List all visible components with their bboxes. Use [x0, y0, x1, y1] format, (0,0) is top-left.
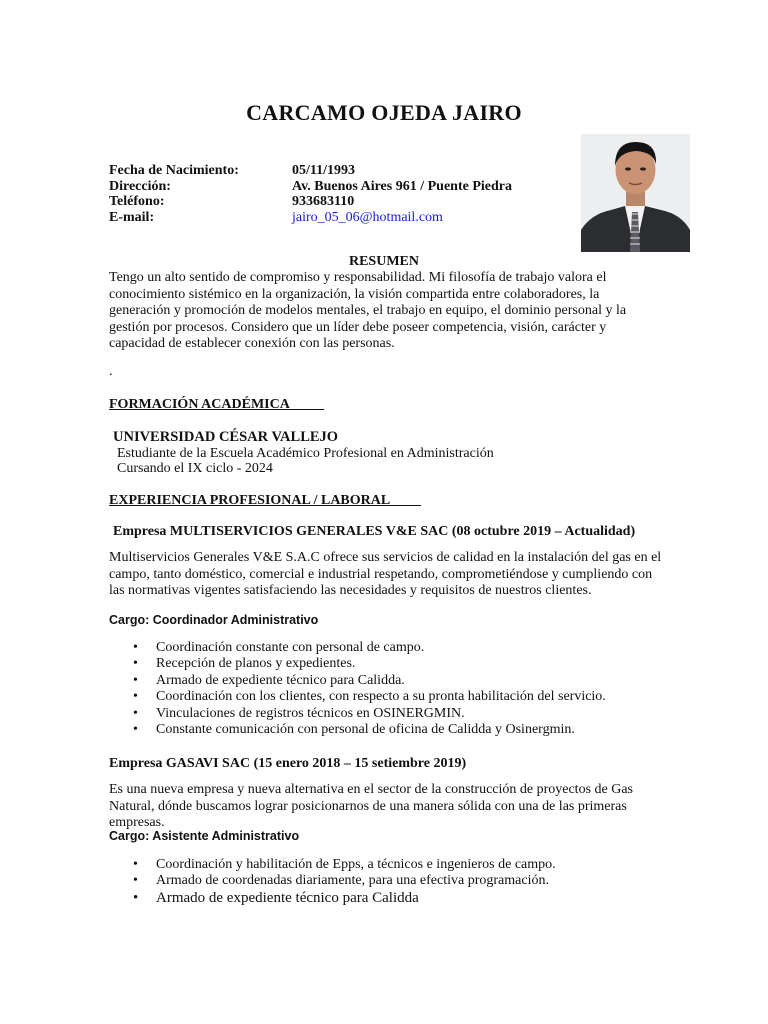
- info-row-email: [109, 210, 512, 226]
- resumen-dot: .: [109, 364, 113, 379]
- resumen-heading: RESUMEN: [348, 254, 419, 269]
- info-row-phone: [109, 194, 512, 210]
- info-label: Fecha de Nacimiento:: [109, 163, 239, 178]
- cv-name-title: CARCAMO OJEDA JAIRO: [246, 100, 522, 125]
- list-item: • Coordinación con los clientes, con respecto a su pronta habilitación del servicio.: [133, 689, 606, 705]
- bullet-icon: •: [133, 857, 138, 872]
- bullet-icon: •: [133, 656, 138, 672]
- info-label: E-mail:: [109, 209, 155, 225]
- job-2-company: Empresa GASAVI SAC (15 enero 2018 – 15 setiembre 2019): [109, 756, 467, 771]
- study-line-1: Estudiante de la Escuela Académico Profesional en Administración: [117, 446, 494, 461]
- profile-photo: [581, 134, 690, 252]
- bullet-icon: •: [133, 640, 138, 655]
- list-item: • Recepción de planos y expedientes.: [133, 656, 356, 672]
- list-item: • Armado de expediente técnico para Calidda.: [133, 672, 405, 688]
- info-value: 933683110: [292, 194, 355, 209]
- job-2-description: Es una nueva empresa y nueva alternativa en el sector de la construcción de proyectos de Gas Natural, dónde buscamos lograr posicionarnos de una manera sólida con una de las primeras empresas.: [109, 782, 634, 830]
- personal-info: [109, 163, 512, 225]
- job-1-description: Multiservicios Generales V&E S.A.C ofrece sus servicios de calidad en la instalación del gas en el campo, tanto doméstico, comercial e industrial respetando, comprometiéndose y cumpliendo con las normativas vigentes satisfaciendo las necesidades y requisitos de nuestros clientes.: [109, 550, 662, 598]
- bullet-icon: •: [133, 722, 138, 738]
- bullet-icon: •: [133, 889, 139, 906]
- info-value: 05/11/1993: [292, 163, 356, 178]
- experiencia-heading: EXPERIENCIA PROFESIONAL / LABORAL: [109, 493, 421, 508]
- list-item: • Coordinación constante con personal de campo.: [133, 640, 425, 655]
- job-1-cargo: Cargo: Coordinador Administrativo: [109, 613, 319, 627]
- info-row-birthdate: [109, 163, 512, 179]
- resumen-text: Tengo un alto sentido de compromiso y responsabilidad. Mi filosofía de trabajo valora el conocimiento sistémico en la organización, la visión compartida entre colaboradores, la generación y promoción de modelos mentales, el trabajo en equipo, el dominio personal y la gestión por procesos. Considero que un líder debe poseer competencia, visión, carácter y capacidad de establecer conexión con las personas.: [109, 270, 627, 351]
- list-item: • Vinculaciones de registros técnicos en OSINERGMIN.: [133, 705, 465, 721]
- bullet-icon: •: [133, 672, 138, 688]
- list-item: • Constante comunicación con personal de oficina de Calidda y Osinergmin.: [133, 722, 575, 738]
- job-2-cargo: Cargo: Asistente Administrativo: [109, 829, 300, 843]
- info-value: Av. Buenos Aires 961 / Puente Piedra: [292, 178, 512, 194]
- list-item: • Armado de coordenadas diariamente, para una efectiva programación.: [133, 873, 549, 889]
- bullet-icon: •: [133, 705, 138, 721]
- info-label: Teléfono:: [109, 194, 165, 209]
- study-line-2: Cursando el IX ciclo - 2024: [117, 461, 273, 476]
- list-item: • Coordinación y habilitación de Epps, a técnicos e ingenieros de campo.: [133, 857, 556, 872]
- list-item: • Armado de expediente técnico para Calidda: [133, 889, 419, 906]
- university-name: UNIVERSIDAD CÉSAR VALLEJO: [113, 429, 339, 445]
- info-label: Dirección:: [109, 178, 171, 194]
- formacion-heading: FORMACIÓN ACADÉMICA: [109, 397, 325, 412]
- job-1-task-list: [109, 640, 669, 738]
- bullet-icon: •: [133, 689, 138, 705]
- job-1-company: Empresa MULTISERVICIOS GENERALES V&E SAC (08 octubre 2019 – Actualidad): [113, 524, 636, 539]
- info-row-address: [109, 179, 512, 195]
- bullet-icon: •: [133, 873, 138, 889]
- email-link[interactable]: jairo_05_06@hotmail.com: [292, 209, 443, 225]
- job-2-task-list: [109, 857, 669, 906]
